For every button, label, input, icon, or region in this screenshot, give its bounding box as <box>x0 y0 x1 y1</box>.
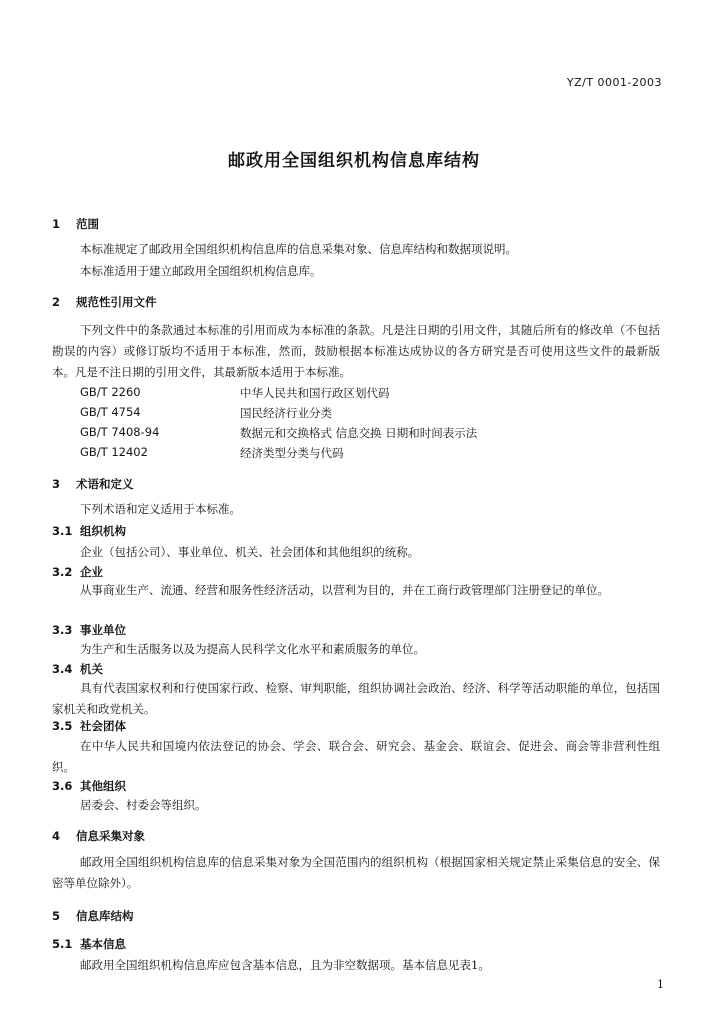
term-number: 3.1 <box>52 524 73 538</box>
term-3-3-definition: 为生产和生活服务以及为提高人民科学文化水平和素质服务的单位。 <box>80 642 425 656</box>
term-3-6-heading <box>52 778 126 794</box>
reference-code: GB/T 12402 <box>80 445 148 459</box>
document-title: 邮政用全国组织机构信息库结构 <box>228 151 480 171</box>
section-3-heading <box>52 476 134 492</box>
section-2-paragraph: 下列文件中的条款通过本标准的引用而成为本标准的条款。凡是注日期的引用文件，其随后所有的修改单（不包括勘误的内容）或修订版均不适用于本标准，然而，鼓励根据本标准达成协议的各方研究是否可使用这些文件的最新版本。凡是不注日期的引用文件，其最新版本适用于本标准。 <box>52 323 660 379</box>
section-number: 5 <box>52 909 61 923</box>
section-title: 信息采集对象 <box>76 829 145 843</box>
subsection-5-1-paragraph: 邮政用全国组织机构信息库应包含基本信息，且为非空数据项。基本信息见表1。 <box>80 958 490 972</box>
term-title: 其他组织 <box>80 779 126 793</box>
section-1-paragraph-2: 本标准适用于建立邮政用全国组织机构信息库。 <box>80 264 322 278</box>
term-3-2-heading <box>52 564 103 580</box>
term-number: 3.6 <box>52 779 73 793</box>
term-number: 3.5 <box>52 719 73 733</box>
section-1-paragraph-1: 本标准规定了邮政用全国组织机构信息库的信息采集对象、信息库结构和数据项说明。 <box>80 242 517 256</box>
term-number: 3.3 <box>52 623 73 637</box>
section-2-heading <box>52 294 157 310</box>
reference-name: 数据元和交换格式 信息交换 日期和时间表示法 <box>240 426 478 440</box>
term-title: 事业单位 <box>80 623 126 637</box>
section-4-heading <box>52 828 145 844</box>
term-title: 社会团体 <box>80 719 126 733</box>
section-number: 4 <box>52 829 61 843</box>
term-title: 机关 <box>80 662 103 676</box>
term-title: 组织机构 <box>80 524 126 538</box>
term-number: 3.2 <box>52 565 73 579</box>
term-title: 企业 <box>80 565 103 579</box>
section-number: 2 <box>52 295 61 309</box>
section-1-heading <box>52 216 99 232</box>
section-number: 1 <box>52 217 61 231</box>
reference-code: GB/T 4754 <box>80 405 141 419</box>
section-3-intro: 下列术语和定义适用于本标准。 <box>80 502 241 516</box>
term-3-5-heading <box>52 718 126 734</box>
term-3-1-definition: 企业（包括公司）、事业单位、机关、社会团体和其他组织的统称。 <box>80 545 420 559</box>
term-3-6-definition: 居委会、村委会等组织。 <box>80 798 207 812</box>
term-number: 3.4 <box>52 662 73 676</box>
document-code: YZ/T 0001-2003 <box>566 76 662 89</box>
subsection-title: 基本信息 <box>80 937 126 951</box>
subsection-5-1-heading <box>52 936 126 952</box>
reference-code: GB/T 2260 <box>80 385 141 399</box>
term-3-3-heading <box>52 622 126 638</box>
section-5-heading <box>52 908 134 924</box>
section-title: 信息库结构 <box>76 909 134 923</box>
section-title: 规范性引用文件 <box>76 295 157 309</box>
reference-name: 国民经济行业分类 <box>240 406 332 420</box>
subsection-number: 5.1 <box>52 937 73 951</box>
term-3-4-definition: 具有代表国家权利和行使国家行政、检察、审判职能，组织协调社会政治、经济、科学等活动职能的单位，包括国家机关和政党机关。 <box>52 681 660 716</box>
page-number: 1 <box>657 978 664 991</box>
section-number: 3 <box>52 477 61 491</box>
section-title: 术语和定义 <box>76 477 134 491</box>
section-4-paragraph: 邮政用全国组织机构信息库的信息采集对象为全国范围内的组织机构（根据国家相关规定禁止采集信息的安全、保密等单位除外）。 <box>52 855 660 890</box>
term-3-2-definition: 从事商业生产、流通、经营和服务性经济活动，以营利为目的，并在工商行政管理部门注册登记的单位。 <box>80 583 609 597</box>
term-3-4-heading <box>52 661 103 677</box>
reference-code: GB/T 7408-94 <box>80 425 160 439</box>
section-title: 范围 <box>76 217 99 231</box>
reference-name: 经济类型分类与代码 <box>240 446 344 460</box>
term-3-1-heading <box>52 523 126 539</box>
reference-name: 中华人民共和国行政区划代码 <box>240 386 390 400</box>
term-3-5-definition: 在中华人民共和国境内依法登记的协会、学会、联合会、研究会、基金会、联谊会、促进会、商会等非营利性组织。 <box>52 739 660 774</box>
